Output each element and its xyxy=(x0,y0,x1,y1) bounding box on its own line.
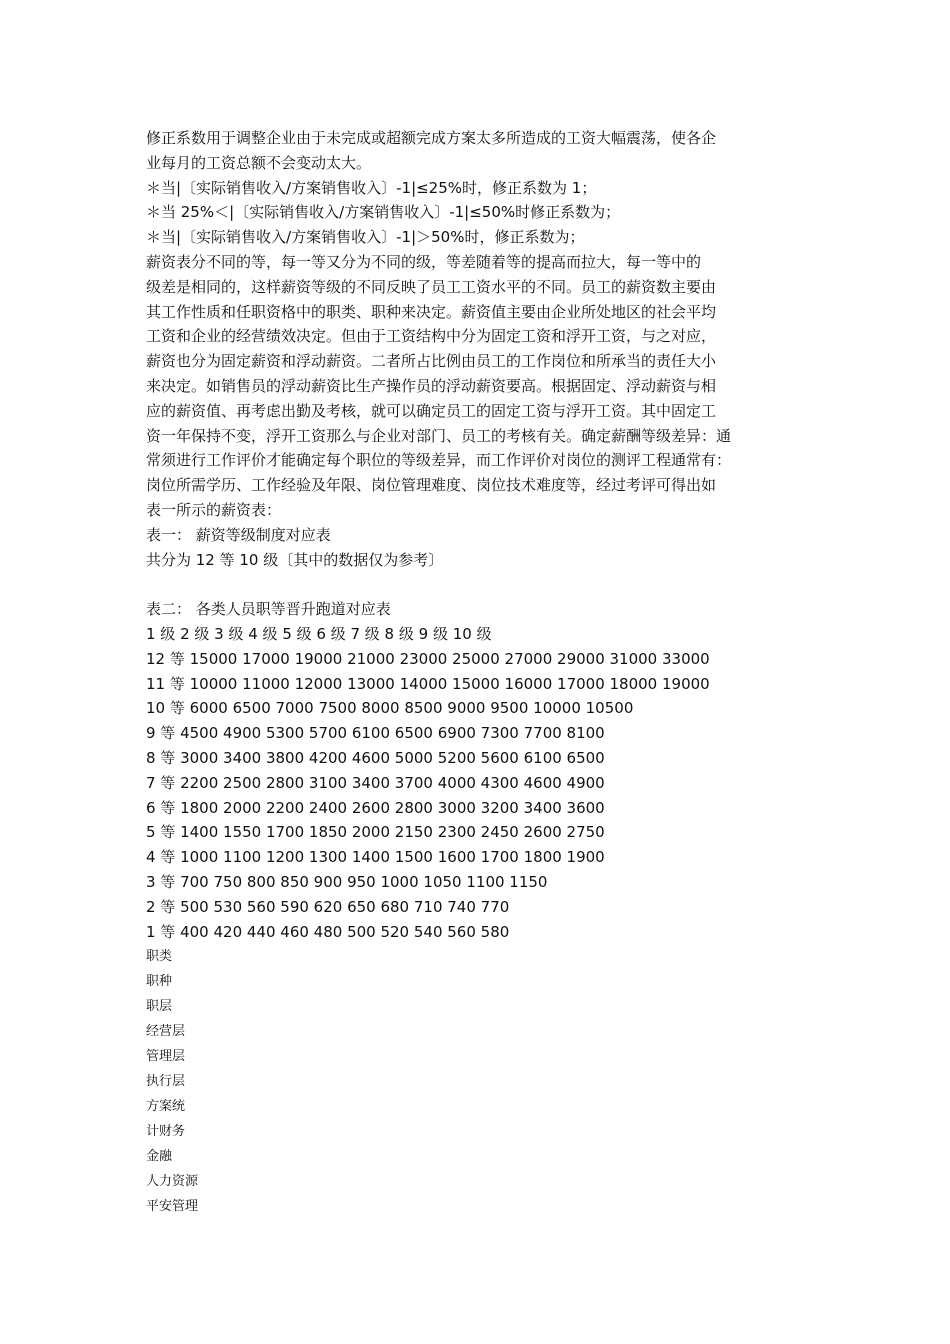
category-label: 管理层 xyxy=(146,1049,186,1065)
grade-table xyxy=(146,597,826,944)
grade-row: 10 等 6000 6500 7000 7500 8000 8500 9000 9500 10000 10500 xyxy=(146,699,634,718)
grade-row: 3 等 700 750 800 850 900 950 1000 1050 1100 1150 xyxy=(146,872,548,891)
text-line: 表一所示的薪资表： xyxy=(146,500,282,519)
text-line: 其工作性质和任职资格中的职类、职种来决定。薪资值主要由企业所处地区的社会平均 xyxy=(146,302,717,321)
text-line: 来决定。如销售员的浮动薪资比生产操作员的浮动薪资要高。根据固定、浮动薪资与相 xyxy=(146,376,717,395)
category-label: 方案统 xyxy=(146,1099,186,1115)
text-line: 级差是相同的，这样薪资等级的不同反映了员工工资水平的不同。员工的薪资数主要由 xyxy=(146,277,717,296)
category-label: 金融 xyxy=(146,1149,173,1165)
grade-row: 11 等 10000 11000 12000 13000 14000 15000 16000 17000 18000 19000 xyxy=(146,674,710,693)
blank-line xyxy=(146,572,826,597)
grade-row: 4 等 1000 1100 1200 1300 1400 1500 1600 1700 1800 1900 xyxy=(146,848,605,867)
grade-row: 5 等 1400 1550 1700 1850 2000 2150 2300 2450 2600 2750 xyxy=(146,823,605,842)
grade-row: 7 等 2200 2500 2800 3100 3400 3700 4000 4300 4600 4900 xyxy=(146,773,605,792)
text-line: 工资和企业的经营绩效决定。但由于工资结构中分为固定工资和浮开工资，与之对应， xyxy=(146,327,717,346)
category-label: 计财务 xyxy=(146,1124,186,1140)
text-line: 修正系数用于调整企业由于未完成或超额完成方案太多所造成的工资大幅震荡，使各企 xyxy=(146,129,717,147)
grade-header-row: 1 级 2 级 3 级 4 级 5 级 6 级 7 级 8 级 9 级 10 级 xyxy=(146,624,492,643)
table-one-note: 共分为 12 等 10 级〔其中的数据仅为参考〕 xyxy=(146,550,444,569)
category-label: 职层 xyxy=(146,999,173,1015)
table-two-title: 表二： 各类人员职等晋升跑道对应表 xyxy=(146,600,391,619)
text-line: 薪资也分为固定薪资和浮动薪资。二者所占比例由员工的工作岗位和所承当的责任大小 xyxy=(146,352,717,371)
category-label: 经营层 xyxy=(146,1024,186,1040)
text-line: ＊当|〔实际销售收入/方案销售收入〕-1|≤25%时，修正系数为 1； xyxy=(146,178,597,197)
grade-row: 12 等 15000 17000 19000 21000 23000 25000 27000 29000 31000 33000 xyxy=(146,649,710,668)
category-label: 人力资源 xyxy=(146,1174,199,1190)
grade-row: 1 等 400 420 440 460 480 500 520 540 560 580 xyxy=(146,922,510,941)
text-line: 资一年保持不变，浮开工资那么与企业对部门、员工的考核有关。确定薪酬等级差异：通 xyxy=(146,426,732,445)
grade-row: 2 等 500 530 560 590 620 650 680 710 740 770 xyxy=(146,897,510,916)
category-label: 职种 xyxy=(146,974,173,990)
table-one-title: 表一： 薪资等级制度对应表 xyxy=(146,525,331,544)
category-label: 执行层 xyxy=(146,1074,186,1090)
text-line: 常须进行工作评价才能确定每个职位的等级差异，而工作评价对岗位的测评工程通常有： xyxy=(146,451,732,470)
grade-row: 6 等 1800 2000 2200 2400 2600 2800 3000 3200 3400 3600 xyxy=(146,798,605,817)
text-line: ＊当|〔实际销售收入/方案销售收入〕-1|＞50%时，修正系数为； xyxy=(146,228,585,247)
text-line: 岗位所需学历、工作经验及年限、岗位管理难度、岗位技术难度等，经过考评可得出如 xyxy=(146,476,717,495)
text-line: 业每月的工资总额不会变动太大。 xyxy=(146,153,372,172)
category-label: 职类 xyxy=(146,949,173,965)
category-label: 平安管理 xyxy=(146,1199,199,1215)
text-line: ＊当 25%＜|〔实际销售收入/方案销售收入〕-1|≤50%时修正系数为； xyxy=(146,203,621,222)
intro-section xyxy=(146,126,826,572)
grade-row: 8 等 3000 3400 3800 4200 4600 5000 5200 5600 6100 6500 xyxy=(146,748,605,767)
category-list xyxy=(146,944,826,1219)
grade-row: 9 等 4500 4900 5300 5700 6100 6500 6900 7300 7700 8100 xyxy=(146,724,605,743)
text-line: 薪资表分不同的等，每一等又分为不同的级，等差随着等的提高而拉大，每一等中的 xyxy=(146,252,702,271)
document-page xyxy=(146,126,826,1219)
text-line: 应的薪资值、再考虑出勤及考核，就可以确定员工的固定工资与浮开工资。其中固定工 xyxy=(146,401,717,420)
